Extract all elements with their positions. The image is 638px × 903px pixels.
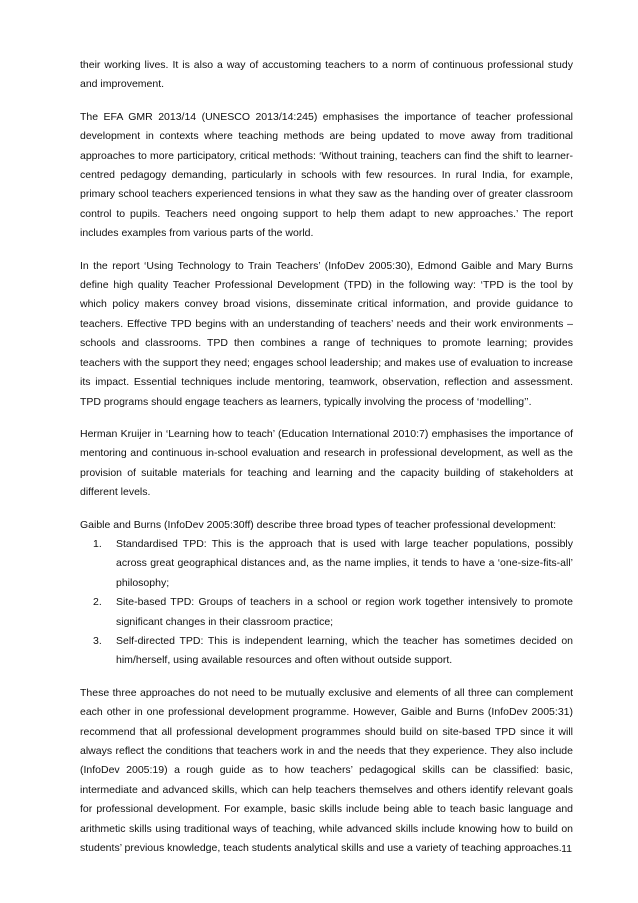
page-body	[80, 56, 573, 871]
list-item-text: Site-based TPD: Groups of teachers in a school or region work together intensively to promote significant changes in their classroom practice;	[116, 596, 573, 628]
list-item	[80, 535, 573, 593]
page-number: 11	[561, 843, 572, 855]
list-item-number: 1.	[93, 537, 102, 550]
tpd-types-list	[80, 535, 573, 671]
paragraph-tpd-types-intro: Gaible and Burns (InfoDev 2005:30ff) describe three broad types of teacher professional development:	[80, 518, 557, 531]
list-item-text: Self-directed TPD: This is independent learning, which the teacher has sometimes decided on him/herself, using available resources and often without outside support.	[116, 634, 573, 667]
list-item-number: 2.	[93, 596, 102, 609]
list-item-number: 3.	[93, 634, 102, 647]
paragraph-closing: These three approaches do not need to be mutually exclusive and elements of all three can complement each other in one professional development programme. However, Gaible and Burns (InfoDev 2005:31) recommend that all professional development programmes should build on site-based TPD since it will always reflect the conditions that teachers work in and the needs that they experience. They also include (InfoDev 2005:19) a rough guide as to how teachers’ pedagogical skills can be classified: basic, intermediate and advanced skills, which can help teachers themselves and others identify relevant goals for professional development. For example, basic skills include being able to teach basic language and arithmetic skills using traditional ways of teaching, while advanced skills include knowing how to build on students’ previous knowledge, teach students analytical skills and use a variety of teaching approaches.	[80, 686, 573, 855]
paragraph-tpd-definition: In the report ‘Using Technology to Train Teachers’ (InfoDev 2005:30), Edmond Gaible and Mary Burns define high quality Teacher Professional Development (TPD) in the following way: ‘TPD is the tool by which policy makers convey broad visions, disseminate critical information, and provide guidance to teachers. Effective TPD begins with an understanding of teachers’ needs and their work environments – schools and classrooms. TPD then combines a range of techniques to promote learning; provides teachers with the support they need; engages school leadership; and makes use of evaluation to increase its impact. Essential techniques include mentoring, teamwork, observation, reflection and assessment. TPD programs should engage teachers as learners, typically involving the process of ‘modelling’’.	[80, 259, 573, 408]
paragraph-kruijer: Herman Kruijer in ‘Learning how to teach’ (Education International 2010:7) emphasises the importance of mentoring and continuous in-school evaluation and research in professional development, as well as the provision of suitable materials for teaching and learning and the capacity building of stakeholders at different levels.	[80, 427, 573, 499]
list-item-text: Standardised TPD: This is the approach that is used with large teacher populations, possibly across great geographical distances and, as the name implies, it tends to have a ‘one-size-fits-all’ philosophy;	[116, 537, 573, 589]
list-item	[80, 632, 573, 671]
paragraph-continuation: their working lives. It is also a way of accustoming teachers to a norm of continuous professional study and improvement.	[80, 59, 573, 91]
list-item	[80, 593, 573, 632]
paragraph-efa-gmr: The EFA GMR 2013/14 (UNESCO 2013/14:245) emphasises the importance of teacher professional development in contexts where teaching methods are being updated to move away from traditional approaches to more participatory, critical methods: ‘Without training, teachers can find the shift to learner-centred pedagogy demanding, particularly in schools with few resources. In rural India, for example, primary school teachers experienced tensions in what they saw as the handing over of greater classroom control to pupils. Teachers need ongoing support to help them adapt to new approaches.’ The report includes examples from various parts of the world.	[80, 110, 573, 240]
